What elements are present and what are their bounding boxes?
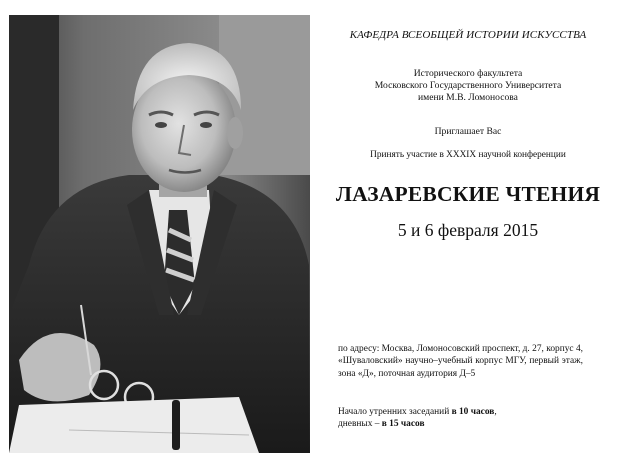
department-title: КАФЕДРА ВСЕОБЩЕЙ ИСТОРИИ ИСКУССТВА xyxy=(349,29,587,41)
day-prefix: дневных – xyxy=(338,419,382,430)
address-text: по адресу: Москва, Ломоносовский проспект, д. 27, корпус 4, «Шуваловский» научно–учебный корпус МГУ, первый этаж, зона «Д», поточная аудитория Д–5 xyxy=(338,344,583,379)
faculty-line-2: Московского Государственного Университета xyxy=(374,80,562,91)
event-title: ЛАЗАРЕВСКИЕ ЧТЕНИЯ xyxy=(335,182,601,206)
day-session xyxy=(338,418,588,430)
portrait-illustration xyxy=(9,15,310,453)
morning-session xyxy=(338,406,588,418)
faculty-line-1: Исторического факультета xyxy=(413,68,523,79)
faculty-block xyxy=(326,68,610,104)
portrait-photo xyxy=(9,15,310,453)
faculty-line-3: имени М.В. Ломоносова xyxy=(418,92,518,103)
invites-text: Приглашает Вас xyxy=(434,126,502,137)
day-time: в 15 часов xyxy=(381,419,425,430)
participate-text: Принять участие в XXXIX научной конференции xyxy=(370,150,566,160)
morning-prefix: Начало утренних заседаний xyxy=(338,407,452,417)
event-date: 5 и 6 февраля 2015 xyxy=(397,220,539,240)
morning-time: в 10 часов xyxy=(451,407,495,417)
session-times xyxy=(338,406,588,431)
morning-suffix: , xyxy=(494,407,497,417)
